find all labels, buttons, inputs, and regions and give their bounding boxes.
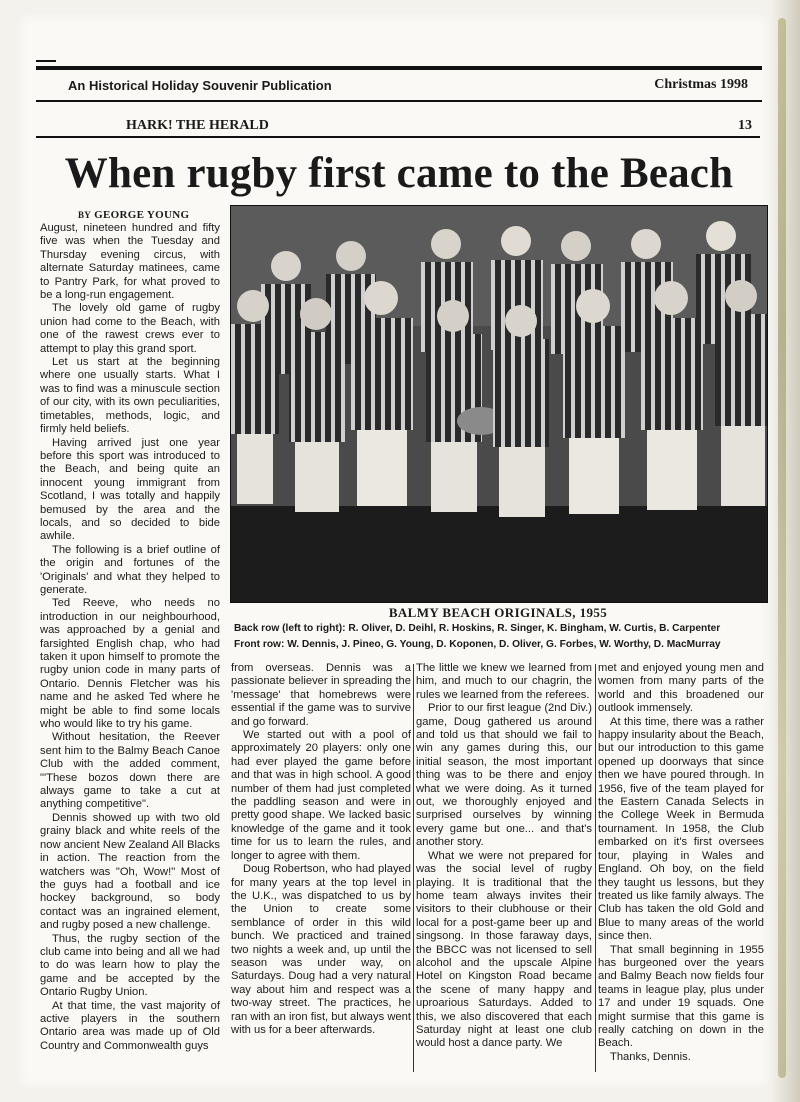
article-column-4 — [598, 662, 764, 1072]
article-paragraph: Let us start at the beginning where one usually starts. What I was to find was a minuscule section of our city, with its own peculiarities, timetables, methods, logic, and firmly held beliefs. — [40, 356, 220, 436]
column-divider — [595, 664, 596, 1072]
article-paragraph: met and enjoyed young men and women from many parts of the world and this broadened our outlook immensely. — [598, 662, 764, 715]
article-column-1 — [40, 222, 220, 1072]
article-paragraph: The lovely old game of rugby union had come to the Beach, with one of the rawest crews ever to attempt to play this grand sport. — [40, 302, 220, 355]
byline-author: GEORGE YOUNG — [94, 209, 190, 221]
binding-stain — [778, 18, 786, 1078]
article-paragraph: At that time, the vast majority of active players in the southern Ontario area was made up of Old Country and Commonwealth guys — [40, 999, 220, 1052]
article-paragraph: At this time, there was a rather happy insularity about the Beach, but our introduction to this game opened up doorways that since then we have poured through. In 1956, five of the team played for the Eastern Canada Selects in the College Week in Bermuda tournament. In 1958, the Club embarked on it's first oversees tour, playing in Wales and England. Oh boy, on the field they taught us lessons, but they treated us like family always. The Club has taken the old Gold and Blue to many areas of the world since then. — [598, 715, 764, 943]
article-column-2 — [231, 662, 411, 1072]
article-paragraph: The following is a brief outline of the origin and fortunes of the 'Originals' and what they helped to generate. — [40, 543, 220, 596]
article-paragraph: Thanks, Dennis. — [610, 1050, 691, 1063]
article-paragraph: Thus, the rugby section of the club came into being and all we had to do was learn how to play the game and be accepted by the Ontario Rugby Union. — [40, 932, 220, 999]
article-paragraph: Dennis showed up with two old grainy black and white reels of the now ancient New Zealand All Blacks in action. The reaction from the watchers was "Oh, Wow!" Most of the guys had a football and ice hockey background, so body contact was an ingrained element, and rugby posed a new challenge. — [40, 811, 220, 932]
photo-caption-front-row: Front row: W. Dennis, J. Pineo, G. Young, D. Koponen, D. Oliver, G. Forbes, W. Worthy, D. MacMurray — [234, 639, 721, 650]
article-paragraph: Prior to our first league (2nd Div.) game, Doug gathered us around and told us that should we fail to win any games during this, our initial season, the most important thing was to be there and enjoy what we were doing. As it turned out, we thoroughly enjoyed and surprised ourselves by winning every game but one... and that's another story. — [416, 702, 592, 849]
byline — [78, 209, 189, 221]
article-paragraph: Ted Reeve, who needs no introduction in our neighbourhood, was approached by a genial and farsighted English chap, who had taken it upon himself to promote the rugby union code in many parts of Ontario. Dennis Fletcher was his name and he asked Ted where he might be able to find some locals who would like to try his game. — [40, 597, 220, 731]
article-paragraph: Without hesitation, the Reever sent him to the Balmy Beach Canoe Club with the added comment, "'These bozos down there are always game to take a cut at anything competitive". — [40, 731, 220, 811]
article-paragraph: Doug Robertson, who had played for many years at the top level in the U.K., was dispatched to us by the Union to create some semblance of order in this wild bunch. We practiced and trained two nights a week and, up until the season was under way, on Saturdays. Doug had a very natural way about him and respect was a two-way street. The practices, he ran with an iron fist, but always went with us for a beer afterwards. — [231, 863, 411, 1036]
photo-caption-back-row: Back row (left to right): R. Oliver, D. Deihl, R. Hoskins, R. Singer, K. Bingham, W. Curtis, B. Carpenter — [234, 623, 721, 634]
article-paragraph: from overseas. Dennis was a passionate believer in spreading the 'message' that homebrews were essential if the game was to survive and go forward. — [231, 662, 411, 728]
article-paragraph: Having arrived just one year before this sport was introduced to the Beach, and being quite an innocent young immigrant from Scotland, I was totally and happily bemused by the area and the locals, and so decided to bide awhile. — [40, 436, 220, 543]
article-paragraph: August, nineteen hundred and fifty five was when the Tuesday and Thursday evening circus, with alternate Saturday matinees, came to Pantry Park, for what proved to be a long-run engagement. — [40, 222, 220, 302]
header-band — [36, 66, 762, 102]
section-header — [36, 118, 760, 138]
publication-title: An Historical Holiday Souvenir Publication — [68, 77, 332, 93]
edition-label: Christmas 1998 — [654, 77, 748, 92]
page-number: 13 — [738, 118, 752, 133]
article-paragraph: What we were not prepared for was the social level of rugby playing. It is traditional that the home team always invites their visitors to their clubhouse or their local for a post-game beer up and singsong. In those faraway days, the BBCC was not licensed to sell alcohol and the upscale Alpine Hotel on Kingston Road became the scene of many happy and uproarious Saturdays. Added to this, we also discovered that each Saturday night at least one club would host a dance party. We — [416, 849, 592, 1050]
team-photo-illustration — [231, 206, 767, 602]
section-name: HARK! THE HERALD — [126, 118, 269, 133]
column-divider — [413, 664, 414, 1072]
byline-prefix: BY — [78, 210, 92, 220]
article-paragraph: That small beginning in 1955 has burgeoned over the years and Balmy Beach now fields four teams in league play, plus under 17 and under 19 squads. One might surmise that this game is really catching on down in the Beach. — [598, 943, 764, 1050]
photo-caption-title: BALMY BEACH ORIGINALS, 1955 — [388, 605, 608, 620]
headline: When rugby first came to the Beach — [64, 150, 734, 197]
team-photo — [230, 205, 768, 603]
article-paragraph: The little we knew we learned from him, and much to our chagrin, the rules we learned from the referees. — [416, 662, 592, 701]
article-paragraph: We started out with a pool of approximately 20 players: only one had ever played the game before and that was in high school. A good number of them had just completed the paddling season and were in pretty good shape. We lacked basic knowledge of the game and it took time for us to learn the rules, and longer to agree with them. — [231, 729, 411, 862]
article-column-3 — [416, 662, 592, 1072]
